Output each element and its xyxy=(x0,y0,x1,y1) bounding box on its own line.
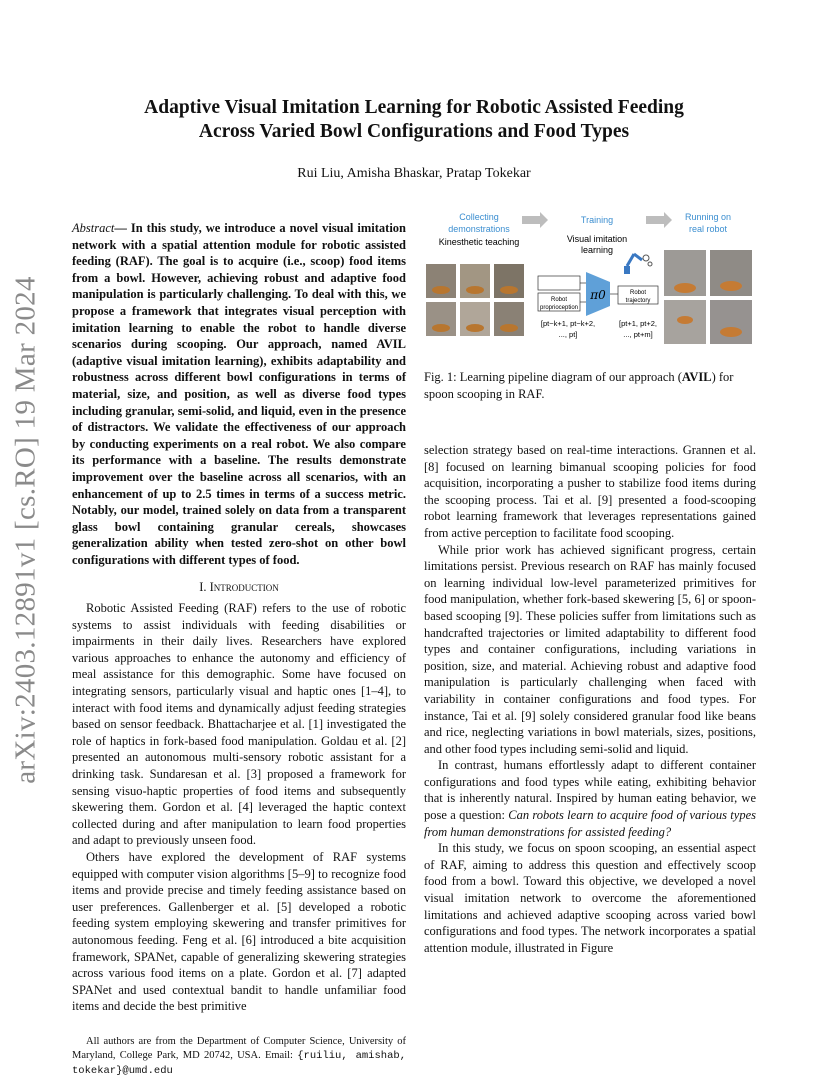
right-paragraph-4: In this study, we focus on spoon scooping, an essential aspect of RAF, aiming to address this question and effectively scoop food from a bowl. Toward this objective, we developed a novel visual imitation network to overcome the aforementioned limitations and achieved adaptive scooping across varied bowl configurations and food types. The network incorporates a spatial attention module, illustrated in Figure xyxy=(424,841,756,955)
section-heading-introduction: I. Introduction xyxy=(199,580,279,595)
output-sequence-line2: ..., pt+m] xyxy=(623,330,653,339)
right-paragraph-1: selection strategy based on real-time interactions. Grannen et al. [8] focused on learning bimanual scooping policies for food acquisition, incorporating a pusher to stabilize food items during the scooping process. Tai et al. [9] presented a food-scooping robot learning framework that leverages representations gained from active perception to facilitate food scooping. xyxy=(424,443,756,540)
research-question: Can robots learn to acquire food of various types from human demonstrations for assisted feeding? xyxy=(424,808,756,839)
input-sequence-line2: ..., pt] xyxy=(558,330,578,339)
author-list: Rui Liu, Amisha Bhaskar, Pratap Tokekar xyxy=(297,166,531,181)
stage2-label: Training xyxy=(580,215,614,225)
title-line-2: Across Varied Bowl Configurations and Food Types xyxy=(198,121,630,142)
output-sequence-line1: [pt+1, pt+2, xyxy=(619,319,657,328)
left-column xyxy=(72,220,406,1078)
demonstration-photos xyxy=(426,264,524,336)
real-robot-photos xyxy=(664,250,752,344)
footnote-text: All authors are from the Department of Computer Science, University of Maryland, College Park, MD 20742, USA. Email: xyxy=(72,1035,406,1062)
robot-arm-icon xyxy=(624,254,652,274)
stage3-line2: real robot xyxy=(688,224,728,234)
caption-method-name: AVIL xyxy=(681,370,712,384)
right-paragraph-2: While prior work has achieved significant progress, certain limitations persist. Previous research on RAF has mainly focused on learning individual low-level parameterized primitives for food manipulation, whether fork-based skewering [5, 6] or spoon-based scooping [9]. These policies suffer from limitations such as handcrafted trajectories or limited adaptability to different food types and container configurations, including variations in position, size, and material. Achieving robust and adaptive food manipulation is particularly challenging when faced with variability in container configurations and food types. For instance, Tai et al. [9] solely considered granular food like beans and rice, neglecting variations in bowl materials, sizes, positions, and other food types including semi-solid and liquid. xyxy=(424,542,756,756)
stage1-subtitle: Kinesthetic teaching xyxy=(438,237,520,247)
stage1-line1: Collecting xyxy=(459,212,499,222)
right-column xyxy=(424,442,756,956)
proprioception-line2: proprioception xyxy=(539,305,579,311)
arrow-right-icon xyxy=(522,212,548,228)
stage3-line1: Running on xyxy=(684,212,732,222)
abstract xyxy=(72,220,406,568)
title-line-1: Adaptive Visual Imitation Learning for Robotic Assisted Feeding xyxy=(144,97,684,118)
right-paragraph-3 xyxy=(424,757,756,840)
intro-paragraph-1: Robotic Assisted Feeding (RAF) refers to the use of robotic systems to assist individuals with feeding disabilities or impairments in their daily lives. Researchers have explored various approaches to enhance the autonomy and efficiency of meal assistance for this demographic. Some have focused on integrating sensors, particularly visual and haptic ones [1–4], to interact with food items and dynamically adjust feeding strategies based on sensor feedback. Bhattacharjee et al. [1] investigated the role of haptics in fork-based food manipulation. Goldau et al. [2] presented an autonomous multi-sensory robotic assistant for a drinking task. Sundaresan et al. [3] proposed a framework for sensing visuo-haptic properties of food items and subsequently skewering them. Gordon et al. [4] leveraged the haptic context collected during and after manipulation to learn food properties and adapt to previously unseen food. xyxy=(72,601,406,848)
rgb-image-box xyxy=(538,276,580,290)
policy-label: π0 xyxy=(590,288,606,302)
pipeline-diagram xyxy=(424,210,760,362)
intro-paragraph-2: Others have explored the development of RAF systems equipped with computer vision algorithms [5–9] to recognize food items and provide precise and timely feeding assistance based on user preferences. Gallenberger et al. [5] developed a robotic feeding system employing skewering and transfer primitives for autonomous feeding. Feng et al. [6] introduced a bite acquisition framework, SPANet, capable of generalizing skewering strategies across various food items on a plate. Gordon et al. [7] adapted SPANet and used contextual bandit to handle unfamiliar food items and decide the best primitive xyxy=(72,849,406,1014)
arxiv-sidebar-stamp xyxy=(4,260,48,800)
caption-prefix: Fig. 1: Learning pipeline diagram of our approach ( xyxy=(424,370,682,384)
footnote-email: {ruiliu, amishab, tokekar}@umd.edu xyxy=(72,1050,406,1077)
stage2-sub-line2: learning xyxy=(580,245,614,255)
trajectory-line1: Robot xyxy=(629,290,647,296)
proprioception-line1: Robot xyxy=(550,297,568,303)
figure-caption xyxy=(424,369,756,402)
stage1-line2: demonstrations xyxy=(448,224,510,234)
figure-1 xyxy=(424,210,760,362)
abstract-label: Abstract xyxy=(72,221,115,235)
caption-suffix: ) for spoon scooping in RAF. xyxy=(424,370,734,401)
paper-title xyxy=(120,96,708,144)
arrow-right-icon xyxy=(646,212,672,228)
paragraph-3-text: In contrast, humans effortlessly adapt to different container configurations and food types while eating, exhibiting behavior that is inherently natural. Inspired by human eating behavior, we pose a question: xyxy=(424,758,756,823)
input-sequence-line1: [pt−k+1, pt−k+2, xyxy=(540,319,596,328)
arxiv-identifier: arXiv:2403.12891v1 [cs.RO] 19 Mar 2024 xyxy=(9,276,42,784)
trajectory-line2: trajectory xyxy=(625,298,651,304)
abstract-text: — In this study, we introduce a novel visual imitation network with a spatial attention module for robotic assisted feeding (RAF). The goal is to acquire (i.e., scoop) food items from a bowl. However, achieving robust and adaptive food manipulation is particularly challenging. To deal with this, we propose a framework that integrates visual perception with imitation learning to enable the robot to handle diverse scenarios during scooping. Our approach, named AVIL (adaptive visual imitation learning), exhibits adaptability and robustness across different bowl configurations in terms of material, size, and position, as well as diverse food types including granular, semi-solid, and liquid, even in the presence of distractors. We validate the effectiveness of our approach by conducting experiments on a real robot. We also compare its performance with a baseline. The results demonstrate improvement over the baseline across all scenarios, with an enhancement of up to 2.5 times in terms of a success metric. Notably, our model, trained solely on data from a transparent glass bowl containing granular cereals, showcases generalization ability when tested zero-shot on other bowl configurations with different types of food. xyxy=(72,221,406,567)
stage2-sub-line1: Visual imitation xyxy=(566,234,628,244)
